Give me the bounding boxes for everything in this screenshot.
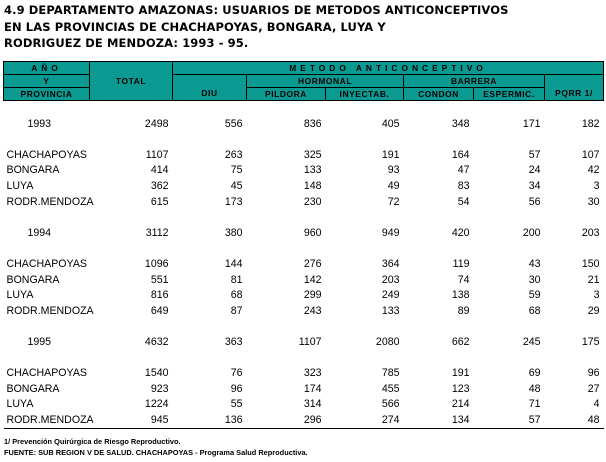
cell-name: RODR.MENDOZA <box>6 195 94 208</box>
cell-condon: 662 <box>451 335 470 348</box>
cell-diu: 76 <box>230 367 243 380</box>
cell-pqrr: 21 <box>587 273 600 286</box>
province-row <box>4 413 604 429</box>
cell-name: BONGARA <box>6 382 60 395</box>
cell-inyectab: 785 <box>381 367 400 380</box>
cell-pqrr: 3 <box>593 289 600 302</box>
cell-espermic: 68 <box>528 304 541 317</box>
header-barrera: BARRERA <box>404 75 545 88</box>
spacer-row <box>4 101 604 117</box>
header-ano-line3: PROVINCIA <box>4 88 90 101</box>
cell-espermic: 57 <box>528 148 541 161</box>
cell-total: 1224 <box>144 398 169 411</box>
cell-name: BONGARA <box>6 164 60 177</box>
cell-condon: 420 <box>451 226 470 239</box>
cell-pildora: 243 <box>303 304 322 317</box>
cell-condon: 54 <box>457 195 470 208</box>
header-hormonal: HORMONAL <box>247 75 404 88</box>
cell-diu: 45 <box>230 179 243 192</box>
province-row <box>4 382 604 398</box>
cell-total: 1540 <box>144 367 169 380</box>
cell-inyectab: 949 <box>381 226 400 239</box>
header-ano-line2: Y <box>4 75 90 88</box>
source-note: FUENTE: SUB REGION V DE SALUD. CHACHAPOYAS - Programa Salud Reproductiva. <box>4 447 308 457</box>
cell-diu: 173 <box>224 195 243 208</box>
spacer-row <box>4 132 604 148</box>
footnotes <box>4 437 308 458</box>
cell-pildora: 323 <box>303 367 322 380</box>
cell-name: LUYA <box>6 289 34 302</box>
cell-condon: 119 <box>452 257 470 270</box>
cell-total: 816 <box>150 289 169 302</box>
cell-name: RODR.MENDOZA <box>4 413 90 429</box>
cell-diu: 263 <box>224 148 243 161</box>
cell-inyectab: 274 <box>326 413 404 429</box>
cell-pqrr: 203 <box>581 226 600 239</box>
cell-name: RODR.MENDOZA <box>6 304 94 317</box>
cell-pqrr: 4 <box>593 398 600 411</box>
cell-pildora: 174 <box>303 382 322 395</box>
cell-diu: 144 <box>224 257 243 270</box>
header-pqrr: PQRR 1/ <box>545 88 604 101</box>
cell-pqrr: 175 <box>581 335 600 348</box>
cell-total: 945 <box>90 413 173 429</box>
cell-condon: 138 <box>451 289 470 302</box>
cell-pildora: 148 <box>303 179 322 192</box>
cell-diu: 87 <box>230 304 243 317</box>
cell-pqrr: 48 <box>545 413 604 429</box>
cell-name: BONGARA <box>6 273 60 286</box>
cell-inyectab: 72 <box>387 195 400 208</box>
cell-diu: 55 <box>230 398 243 411</box>
cell-espermic: 43 <box>528 257 541 270</box>
cell-inyectab: 203 <box>381 273 400 286</box>
cell-condon: 191 <box>451 367 470 380</box>
cell-espermic: 200 <box>522 226 541 239</box>
header-ano-line1: AÑO <box>4 62 90 75</box>
cell-inyectab: 93 <box>387 164 400 177</box>
cell-name: 1995 <box>27 335 52 348</box>
province-row <box>4 288 604 304</box>
spacer-row <box>4 351 604 367</box>
cell-condon: 74 <box>457 273 470 286</box>
cell-espermic: 34 <box>528 179 541 192</box>
cell-total: 362 <box>150 179 169 192</box>
cell-pildora: 960 <box>303 226 322 239</box>
cell-diu: 96 <box>230 382 243 395</box>
cell-pildora: 133 <box>303 164 322 177</box>
cell-total: 923 <box>150 382 169 395</box>
cell-name: CHACHAPOYAS <box>6 257 87 270</box>
cell-diu: 380 <box>224 226 243 239</box>
cell-condon: 134 <box>404 413 474 429</box>
cell-name: 1994 <box>27 226 52 239</box>
cell-inyectab: 364 <box>381 257 400 270</box>
province-row <box>4 304 604 320</box>
cell-pqrr: 27 <box>587 382 600 395</box>
cell-condon: 348 <box>451 117 470 130</box>
province-row <box>4 273 604 289</box>
cell-pqrr: 182 <box>581 117 600 130</box>
header-inyectab: INYECTAB. <box>326 88 404 101</box>
cell-inyectab: 405 <box>381 117 400 130</box>
cell-total: 649 <box>150 304 169 317</box>
cell-pqrr: 3 <box>593 179 600 192</box>
cell-diu: 556 <box>224 117 243 130</box>
cell-pildora: 325 <box>303 148 322 161</box>
province-row <box>4 257 604 273</box>
header-diu: DIU <box>173 88 247 101</box>
header-diu-top <box>173 75 247 88</box>
cell-inyectab: 133 <box>381 304 400 317</box>
cell-pildora: 276 <box>303 257 322 270</box>
title-line-2: EN LAS PROVINCIAS DE CHACHAPOYAS, BONGARA, LUYA Y <box>4 19 386 34</box>
cell-total: 3112 <box>145 226 169 239</box>
cell-pildora: 299 <box>303 289 322 302</box>
cell-espermic: 30 <box>528 273 541 286</box>
title-line-3: RODRIGUEZ DE MENDOZA: 1993 - 95. <box>4 36 249 50</box>
cell-espermic: 24 <box>528 164 541 177</box>
cell-pildora: 836 <box>303 117 322 130</box>
cell-inyectab: 249 <box>381 289 400 302</box>
cell-name: CHACHAPOYAS <box>6 367 87 380</box>
cell-diu: 75 <box>230 164 243 177</box>
province-row <box>4 195 604 211</box>
cell-total: 615 <box>150 195 169 208</box>
contraceptive-users-table <box>3 61 604 429</box>
header-pildora: PILDORA <box>247 88 326 101</box>
cell-espermic: 171 <box>522 117 541 130</box>
cell-pqrr: 29 <box>587 304 600 317</box>
cell-inyectab: 49 <box>387 179 400 192</box>
cell-espermic: 245 <box>522 335 541 348</box>
cell-condon: 123 <box>451 382 470 395</box>
header-total: TOTAL <box>90 75 173 88</box>
header-total-top <box>90 62 173 75</box>
cell-inyectab: 455 <box>381 382 400 395</box>
table-body <box>4 101 604 429</box>
province-row <box>4 397 604 413</box>
footnote-pqrr: 1/ Prevención Quirúrgica de Riesgo Reproductivo. <box>4 437 181 446</box>
province-row <box>4 366 604 382</box>
spacer-row <box>4 241 604 257</box>
cell-total: 1107 <box>145 148 169 161</box>
cell-diu: 68 <box>230 289 243 302</box>
cell-condon: 89 <box>457 304 470 317</box>
cell-pqrr: 150 <box>581 257 600 270</box>
cell-inyectab: 2080 <box>375 335 400 348</box>
cell-pildora: 230 <box>303 195 322 208</box>
header-condon: CONDON <box>404 88 474 101</box>
cell-espermic: 57 <box>474 413 545 429</box>
header-espermic: ESPERMIC. <box>474 88 545 101</box>
cell-pqrr: 42 <box>587 164 600 177</box>
cell-total: 551 <box>150 273 169 286</box>
cell-condon: 164 <box>451 148 470 161</box>
year-row <box>4 335 604 351</box>
cell-inyectab: 191 <box>381 148 400 161</box>
cell-pqrr: 96 <box>587 367 600 380</box>
cell-diu: 136 <box>173 413 247 429</box>
cell-name: LUYA <box>6 179 34 192</box>
cell-espermic: 71 <box>528 398 541 411</box>
header-metodo-anticonceptivo: METODO ANTICONCEPTIVO <box>173 62 604 75</box>
header-total-bottom <box>90 88 173 101</box>
year-row <box>4 117 604 133</box>
spacer-row <box>4 319 604 335</box>
cell-inyectab: 566 <box>381 398 400 411</box>
province-row <box>4 179 604 195</box>
cell-condon: 47 <box>457 164 470 177</box>
cell-espermic: 56 <box>528 195 541 208</box>
cell-pildora: 314 <box>303 398 322 411</box>
cell-name: 1993 <box>27 117 52 130</box>
document-title <box>4 2 594 52</box>
cell-total: 2498 <box>144 117 169 130</box>
province-row <box>4 148 604 164</box>
year-row <box>4 226 604 242</box>
cell-diu: 363 <box>224 335 243 348</box>
cell-total: 4632 <box>144 335 169 348</box>
cell-pildora: 296 <box>247 413 326 429</box>
cell-total: 414 <box>150 164 169 177</box>
cell-pildora: 1107 <box>298 335 322 348</box>
cell-pqrr: 30 <box>587 195 600 208</box>
cell-condon: 83 <box>457 179 470 192</box>
table-header <box>4 62 604 101</box>
cell-espermic: 59 <box>528 289 541 302</box>
cell-diu: 81 <box>230 273 243 286</box>
cell-espermic: 69 <box>528 367 541 380</box>
cell-pqrr: 107 <box>581 148 600 161</box>
cell-espermic: 48 <box>528 382 541 395</box>
cell-name: CHACHAPOYAS <box>6 148 87 161</box>
cell-pildora: 142 <box>303 273 322 286</box>
cell-name: LUYA <box>6 398 34 411</box>
cell-condon: 214 <box>451 398 470 411</box>
province-row <box>4 163 604 179</box>
title-line-1: 4.9 DEPARTAMENTO AMAZONAS: USUARIOS DE METODOS ANTICONCEPTIVOS <box>4 3 509 17</box>
header-pqrr-top <box>545 75 604 88</box>
cell-total: 1096 <box>144 257 169 270</box>
spacer-row <box>4 210 604 226</box>
